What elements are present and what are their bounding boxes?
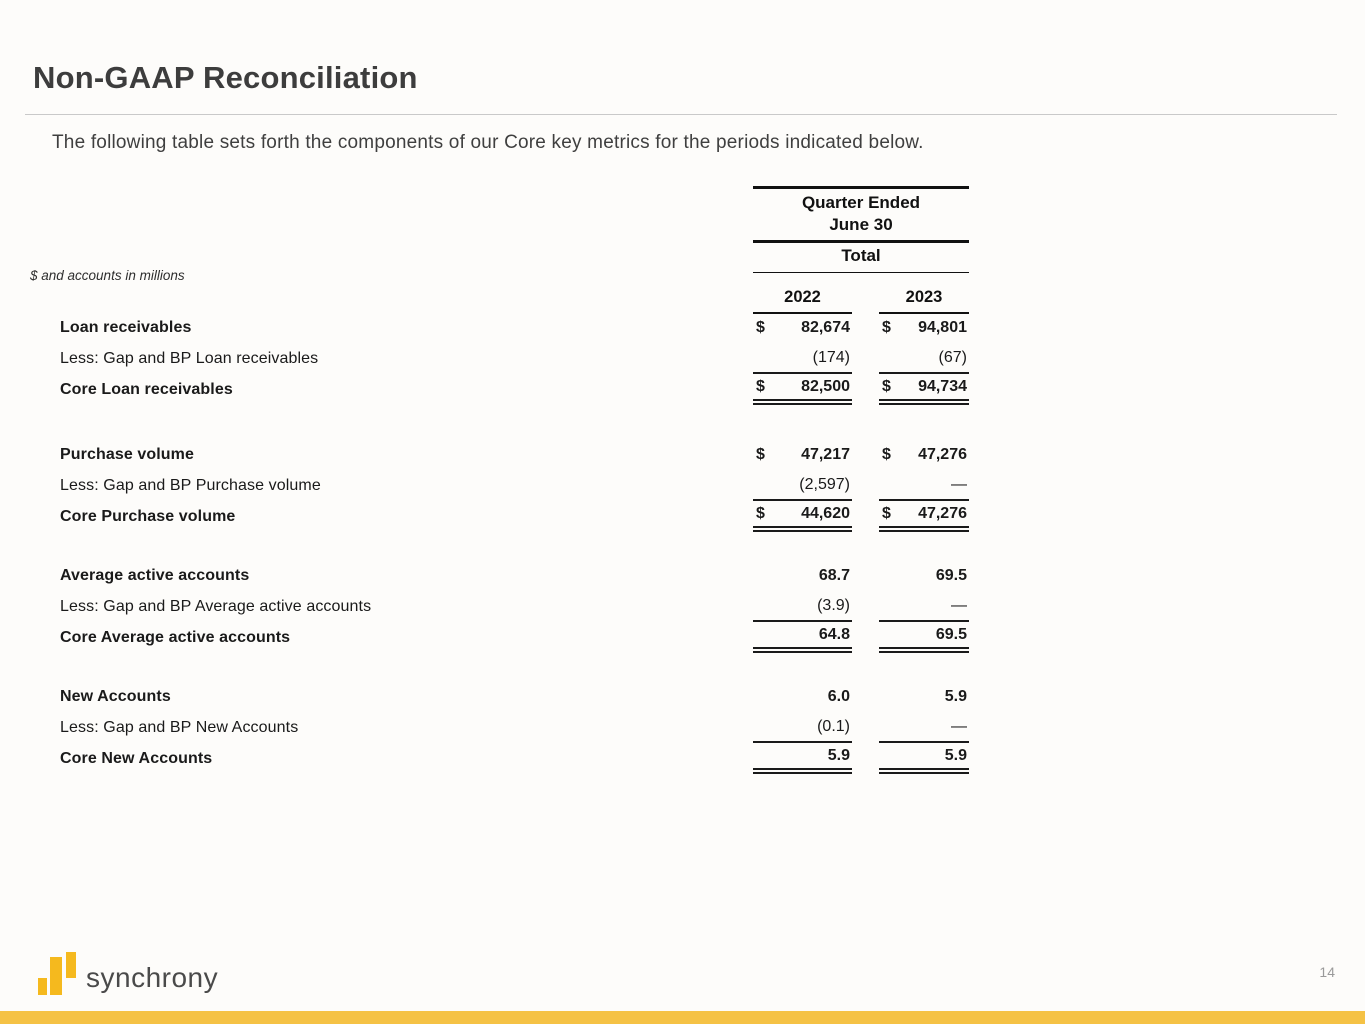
logo-bar-medium	[66, 952, 76, 978]
value-number: 69.5	[935, 566, 967, 584]
table-row-core-loan-receivables	[0, 374, 969, 405]
dollar-sign: $	[882, 377, 891, 395]
dollar-sign: $	[756, 377, 765, 395]
table-row-core-purchase-volume	[0, 501, 969, 532]
value-number: 47,276	[918, 504, 967, 522]
table-header-total: Total	[753, 243, 969, 273]
value-number: 94,734	[918, 377, 967, 395]
value-number: 5.9	[944, 746, 967, 764]
table-row-purchase-volume	[0, 439, 969, 470]
value-2022	[753, 374, 852, 405]
row-label: New Accounts	[60, 687, 171, 705]
value-2023	[879, 622, 969, 653]
value-number: 47,217	[801, 445, 850, 463]
value-number: —	[951, 717, 967, 735]
units-note: $ and accounts in millions	[30, 268, 185, 283]
value-2023	[879, 374, 969, 405]
value-2022	[753, 622, 852, 653]
value-number: —	[951, 475, 967, 493]
metric-group	[0, 681, 969, 774]
accent-bottom-bar	[0, 1011, 1365, 1024]
value-2023	[879, 681, 969, 712]
value-number: (3.9)	[817, 596, 850, 614]
value-2023	[879, 343, 969, 374]
synchrony-bars-icon	[34, 948, 80, 1000]
value-2022	[753, 681, 852, 712]
spanner-line1: Quarter Ended	[801, 193, 921, 212]
value-number: 44,620	[801, 504, 850, 522]
dollar-sign: $	[756, 318, 765, 336]
value-number: 5.9	[944, 687, 967, 705]
row-label: Average active accounts	[60, 566, 250, 584]
value-2023	[879, 560, 969, 591]
value-2023	[879, 470, 969, 501]
value-number: —	[951, 596, 967, 614]
value-2023	[879, 501, 969, 532]
column-header-2022: 2022	[753, 288, 852, 314]
value-number: 82,674	[801, 318, 850, 336]
logo-bar-small	[38, 978, 47, 995]
metric-group	[0, 560, 969, 653]
value-number: 82,500	[801, 377, 850, 395]
value-number: 64.8	[818, 625, 850, 643]
value-number: 69.5	[935, 625, 967, 643]
table-row-average-active-accounts	[0, 560, 969, 591]
value-2022	[753, 343, 852, 374]
row-label: Core Purchase volume	[60, 507, 236, 525]
page-title: Non-GAAP Reconciliation	[33, 60, 418, 95]
value-2022	[753, 470, 852, 501]
table-row-new-accounts	[0, 681, 969, 712]
logo-wordmark: synchrony	[86, 962, 219, 993]
value-number: 68.7	[818, 566, 850, 584]
subtitle: The following table sets forth the components of our Core key metrics for the periods indicated below.	[52, 132, 924, 153]
table-row-less-gap-and-bp-new-accounts	[0, 712, 969, 743]
table-row-less-gap-and-bp-loan-receivables	[0, 343, 969, 374]
table-header-spanner	[753, 186, 969, 243]
row-label: Less: Gap and BP Average active accounts	[60, 597, 372, 615]
row-label: Less: Gap and BP Loan receivables	[60, 349, 319, 367]
dollar-sign: $	[756, 445, 765, 463]
value-2023	[879, 312, 969, 343]
table-row-core-new-accounts	[0, 743, 969, 774]
page-number: 14	[1319, 964, 1335, 980]
value-number: 47,276	[918, 445, 967, 463]
dollar-sign: $	[882, 318, 891, 336]
value-2022	[753, 312, 852, 343]
row-label: Purchase volume	[60, 445, 194, 463]
value-2023	[879, 743, 969, 774]
value-number: 6.0	[827, 687, 850, 705]
row-label: Core New Accounts	[60, 749, 213, 767]
row-label: Loan receivables	[60, 318, 192, 336]
value-2022	[753, 439, 852, 470]
row-label: Less: Gap and BP New Accounts	[60, 718, 299, 736]
dollar-sign: $	[882, 504, 891, 522]
table-row-core-average-active-accounts	[0, 622, 969, 653]
spanner-line2: June 30	[829, 215, 893, 234]
row-label: Core Average active accounts	[60, 628, 291, 646]
value-2022	[753, 560, 852, 591]
value-number: (0.1)	[817, 717, 850, 735]
value-2023	[879, 439, 969, 470]
synchrony-logo	[34, 948, 254, 1000]
value-2022	[753, 501, 852, 532]
value-2022	[753, 712, 852, 743]
table-header	[753, 186, 969, 314]
dollar-sign: $	[882, 445, 891, 463]
value-2023	[879, 712, 969, 743]
table-row-less-gap-and-bp-purchase-volume	[0, 470, 969, 501]
table-row-less-gap-and-bp-average-active-accounts	[0, 591, 969, 622]
value-2022	[753, 591, 852, 622]
value-number: (67)	[938, 348, 967, 366]
value-2022	[753, 743, 852, 774]
dollar-sign: $	[756, 504, 765, 522]
metric-group	[0, 439, 969, 532]
value-number: (2,597)	[799, 475, 850, 493]
row-label: Core Loan receivables	[60, 380, 233, 398]
table-header-years	[753, 288, 969, 314]
row-label: Less: Gap and BP Purchase volume	[60, 476, 321, 494]
table-body	[0, 312, 969, 802]
value-number: 5.9	[827, 746, 850, 764]
title-divider	[25, 114, 1337, 115]
column-header-2023: 2023	[879, 288, 969, 314]
value-number: 94,801	[918, 318, 967, 336]
value-number: (174)	[812, 348, 850, 366]
metric-group	[0, 312, 969, 405]
table-row-loan-receivables	[0, 312, 969, 343]
value-2023	[879, 591, 969, 622]
logo-bar-tall	[50, 957, 62, 995]
